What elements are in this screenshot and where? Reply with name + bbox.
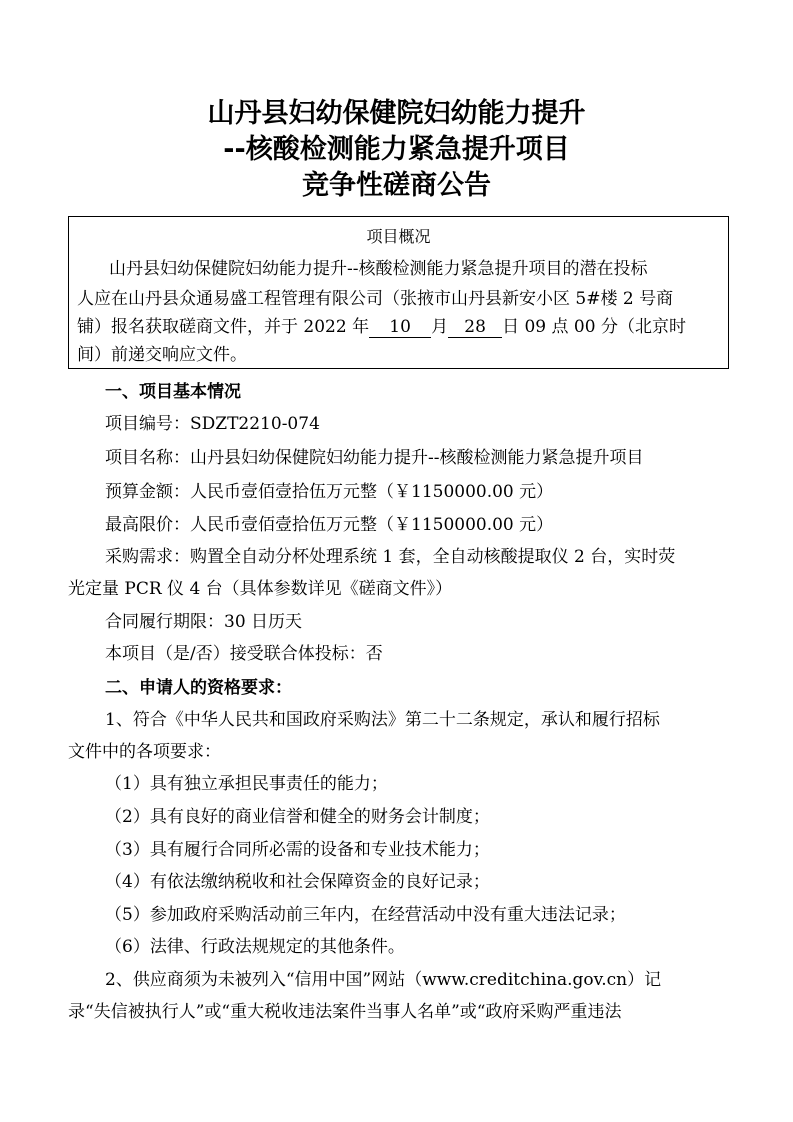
overview-line-2: 人应在山丹县众通易盛工程管理有限公司（张掖市山丹县新安小区 5#楼 2 号商 [77, 289, 674, 309]
overview-month-label: 月 [431, 317, 449, 337]
title-line-1: 山丹县妇幼保健院妇幼能力提升 [207, 98, 586, 129]
section-1-heading: 一、项目基本情况 [105, 382, 241, 402]
overview-heading: 项目概况 [366, 227, 431, 246]
joint-bid-policy: 本项目（是/否）接受联合体投标：否 [105, 644, 383, 664]
project-name: 项目名称：山丹县妇幼保健院妇幼能力提升--核酸检测能力紧急提升项目 [105, 448, 644, 468]
requirement-2-line-2: 录“失信被执行人”或“重大税收违法案件当事人名单”或“政府采购严重违法 [68, 1002, 622, 1022]
requirement-1-line-1: 1、符合《中华人民共和国政府采购法》第二十二条规定，承认和履行招标 [105, 710, 660, 730]
title-line-2: --核酸检测能力紧急提升项目 [223, 134, 570, 165]
deadline-month: 10 [369, 317, 431, 338]
title-line-3: 竞争性磋商公告 [302, 170, 491, 201]
project-overview-box [68, 216, 729, 369]
overview-line-3-start: 铺）报名获取磋商文件，并于 2022 年 [77, 317, 370, 337]
requirement-item-4: （4）有依法缴纳税收和社会保障资金的良好记录； [105, 872, 490, 892]
requirement-1-line-2: 文件中的各项要求： [68, 742, 221, 762]
deadline-day: 28 [448, 317, 502, 338]
requirement-item-5: （5）参加政府采购活动前三年内，在经营活动中没有重大违法记录； [105, 905, 626, 925]
project-budget: 预算金额：人民币壹佰壹拾伍万元整（￥1150000.00 元） [105, 482, 554, 502]
overview-line-3-end: 日 09 点 00 分（北京时 [502, 317, 686, 337]
project-code: 项目编号：SDZT2210-074 [105, 414, 320, 434]
project-max-price: 最高限价：人民币壹佰壹拾伍万元整（￥1150000.00 元） [105, 515, 554, 535]
overview-line-3 [77, 315, 686, 339]
requirement-item-6: （6）法律、行政法规规定的其他条件。 [105, 937, 405, 957]
overview-line-4: 间）前递交响应文件。 [77, 345, 247, 365]
procurement-demand-line-1: 采购需求：购置全自动分杯处理系统 1 套，全自动核酸提取仪 2 台，实时荧 [105, 547, 676, 567]
procurement-demand-line-2: 光定量 PCR 仪 4 台（具体参数详见《磋商文件》） [68, 579, 453, 599]
overview-line-1: 山丹县妇幼保健院妇幼能力提升--核酸检测能力紧急提升项目的潜在投标 [109, 259, 648, 279]
section-2-heading: 二、申请人的资格要求： [105, 678, 292, 698]
requirement-item-2: （2）具有良好的商业信誉和健全的财务会计制度； [105, 807, 490, 827]
requirement-2-line-1: 2、供应商须为未被列入“信用中国”网站（www.creditchina.gov.cn）记 [105, 970, 662, 990]
requirement-item-3: （3）具有履行合同所必需的设备和专业技术能力； [105, 840, 490, 860]
requirement-item-1: （1）具有独立承担民事责任的能力； [105, 774, 388, 794]
contract-period: 合同履行期限：30 日历天 [105, 612, 303, 632]
